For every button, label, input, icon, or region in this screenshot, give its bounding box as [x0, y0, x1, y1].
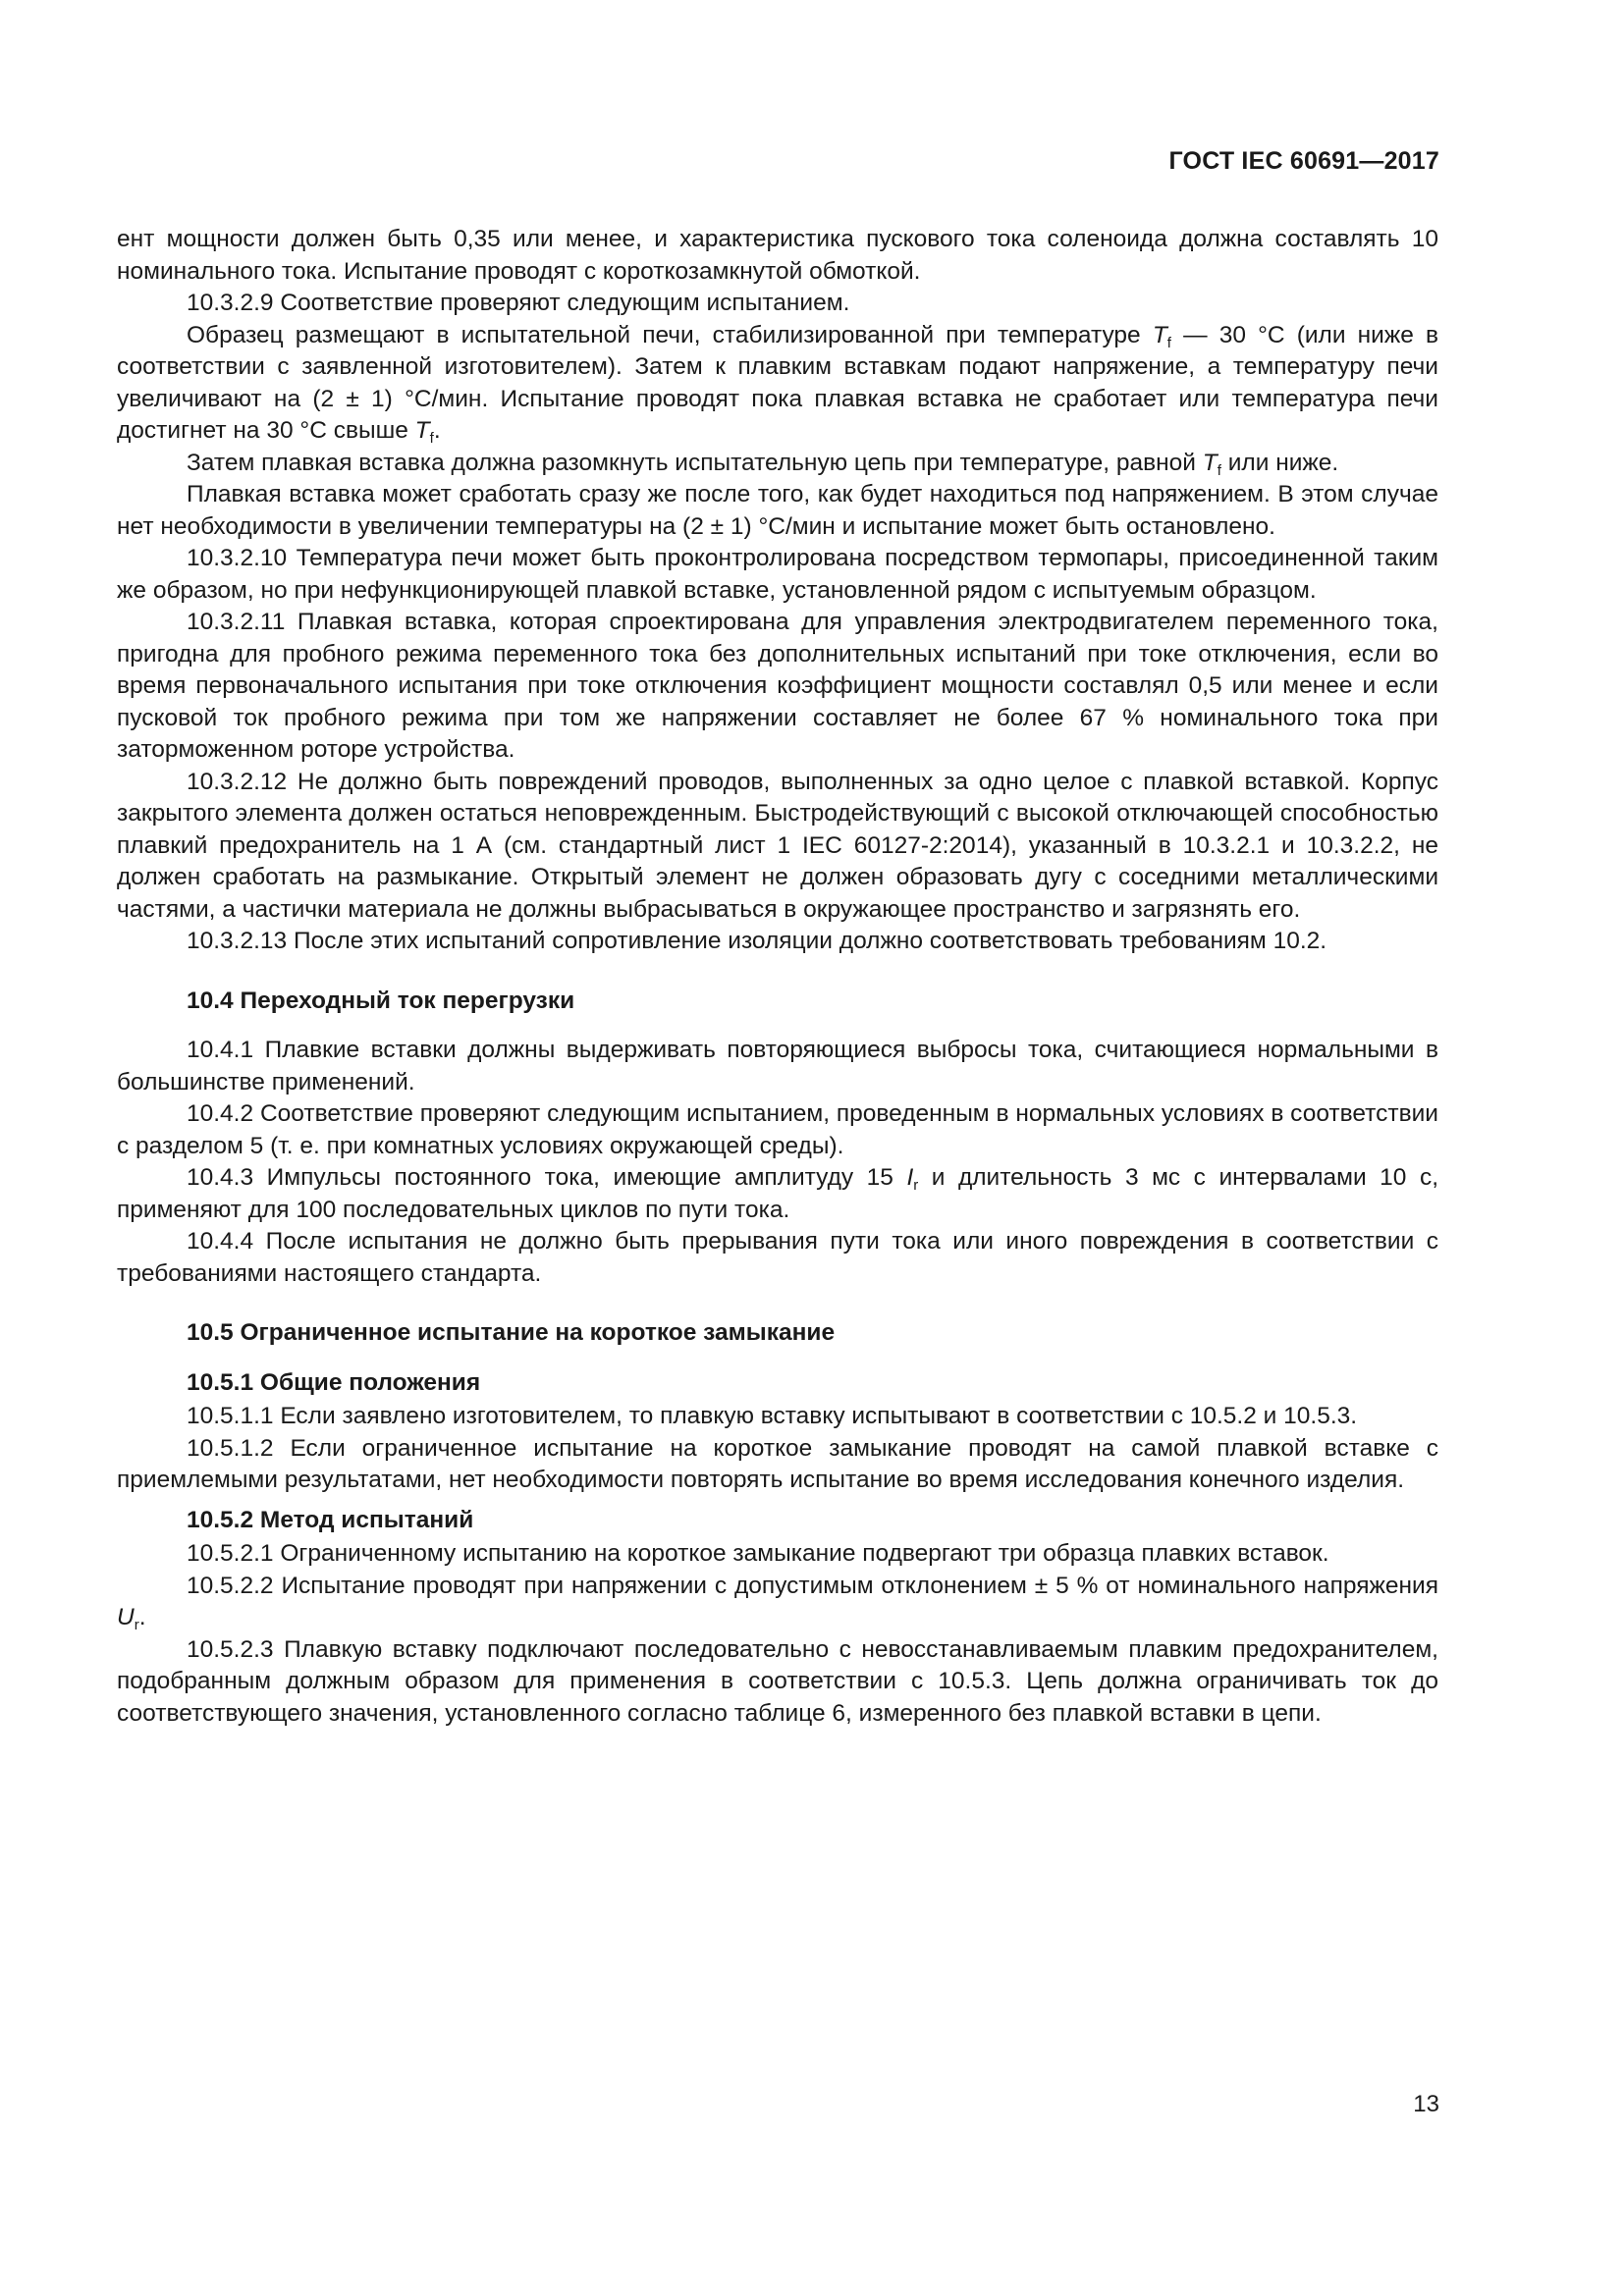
section-heading: 10.4 Переходный ток перегрузки: [187, 987, 575, 1014]
text-run: или ниже.: [1220, 449, 1339, 476]
symbol: T: [1202, 449, 1218, 476]
paragraph: Плавкая вставка может сработать сразу же после того, как будет находиться под напряжением. В этом случае нет необходимости в увеличении температуры на (2 ± 1) °С/мин и испытание может быть остановлено.: [117, 481, 1438, 540]
paragraph: 10.3.2.13 После этих испытаний сопротивление изоляции должно соответствовать требованиям 10.2.: [187, 928, 1327, 954]
subsection-heading: 10.5.2 Метод испытаний: [187, 1506, 474, 1533]
paragraph: 10.3.2.12 Не должно быть повреждений проводов, выполненных за одно целое с плавкой вставкой. Корпус закрытого элемента должен остаться неповрежденным. Быстродействующий с высокой отключающей способностью плавкий предохранитель на 1 А (см. стандартный лист 1 IEC 60127-2:2014), указанный в 10.3.2.1 и 10.3.2.2, не должен сработать на размыкание. Открытый элемент не должен образовать дугу с соседними металлическими частями, а частички материала не должны выбрасываться в окружающее пространство и загрязнять его.: [117, 768, 1438, 923]
document-body: [117, 224, 1438, 1730]
paragraph: 10.5.2.3 Плавкую вставку подключают последовательно с невосстанавливаемым плавким предохранителем, подобранным должным образом для применения в соответствии с 10.5.3. Цепь должна ограничивать ток до соответствующего значения, установленного согласно таблице 6, измеренного без плавкой вставки в цепи.: [117, 1635, 1438, 1727]
subsection-heading: 10.5.1 Общие положения: [187, 1368, 481, 1396]
subscript: f: [429, 430, 434, 447]
section-heading: 10.5 Ограниченное испытание на короткое замыкание: [187, 1319, 836, 1346]
document-id-header: ГОСТ IEC 60691—2017: [1168, 147, 1439, 175]
paragraph: [117, 1162, 1438, 1226]
paragraph: 10.3.2.10 Температура печи может быть проконтролирована посредством термопары, присоединенной таким же образом, но при нефункционирующей плавкой вставке, установленной рядом с испытуемым образцом.: [117, 545, 1438, 604]
paragraph: 10.3.2.11 Плавкая вставка, которая спроектирована для управления электродвигателем переменного тока, пригодна для пробного режима переменного тока без дополнительных испытаний при токе отключения, если во время первоначального испытания при токе отключения коэффициент мощности составлял 0,5 или менее и если пусковой ток пробного режима при том же напряжении составляет не более 67 % номинального тока при заторможенном роторе устройства.: [117, 609, 1438, 763]
subscript: f: [1217, 461, 1221, 479]
symbol: U: [117, 1604, 135, 1630]
paragraph: 10.4.2 Соответствие проверяют следующим испытанием, проведенным в нормальных условиях в соответствии с разделом 5 (т. е. при комнатных условиях окружающей среды).: [117, 1100, 1438, 1159]
symbol: T: [1152, 321, 1167, 348]
text-run: Затем плавкая вставка должна разомкнуть испытательную цепь при температуре, равной: [187, 449, 1203, 476]
paragraph: [117, 1571, 1438, 1634]
paragraph: 10.5.2.1 Ограниченному испытанию на короткое замыкание подвергают три образца плавких вставок.: [187, 1540, 1329, 1567]
text-run: 10.5.2.2 Испытание проводят при напряжении с допустимым отклонением ± 5 % от номинального напряжения: [187, 1572, 1438, 1599]
paragraph: [117, 320, 1438, 448]
text-run: и длительность 3 мс с интервалами 10 с, применяют для 100 последовательных циклов по пути тока.: [117, 1164, 1439, 1223]
paragraph: 10.5.1.2 Если ограниченное испытание на короткое замыкание проводят на самой плавкой вставке с приемлемыми результатами, нет необходимости повторять испытание во время исследования конечного изделия.: [117, 1434, 1438, 1493]
paragraph: 10.4.1 Плавкие вставки должны выдерживать повторяющиеся выбросы тока, считающиеся нормальными в большинстве применений.: [117, 1037, 1438, 1095]
subscript: r: [134, 1617, 139, 1633]
paragraph: [117, 448, 1438, 480]
text-run: .: [138, 1604, 146, 1630]
paragraph: 10.3.2.9 Соответствие проверяют следующим испытанием.: [187, 290, 850, 316]
text-run: 10.4.3 Импульсы постоянного тока, имеющие амплитуду 15: [187, 1164, 907, 1191]
subscript: r: [913, 1177, 919, 1194]
subscript: f: [1166, 334, 1171, 351]
symbol: I: [906, 1164, 914, 1191]
text-run: Образец размещают в испытательной печи, стабилизированной при температуре: [187, 321, 1153, 348]
paragraph: ент мощности должен быть 0,35 или менее, и характеристика пускового тока соленоида должна составлять 10 номинального тока. Испытание проводят с короткозамкнутой обмоткой.: [117, 226, 1438, 285]
text-run: .: [433, 417, 441, 444]
page-number: 13: [1413, 2091, 1439, 2117]
paragraph: 10.4.4 После испытания не должно быть прерывания пути тока или иного повреждения в соответствии с требованиями настоящего стандарта.: [117, 1228, 1438, 1287]
text-run: — 30 °С (или ниже в соответствии с заявленной изготовителем). Затем к плавким вставкам подают напряжение, а температуру печи увеличивают на (2 ± 1) °С/мин. Испытание проводят пока плавкая вставка не сработает или температура печи достигнет на 30 °С свыше: [117, 321, 1439, 444]
paragraph: 10.5.1.1 Если заявлено изготовителем, то плавкую вставку испытывают в соответствии с 10.5.2 и 10.5.3.: [187, 1403, 1358, 1429]
symbol: T: [414, 417, 430, 444]
